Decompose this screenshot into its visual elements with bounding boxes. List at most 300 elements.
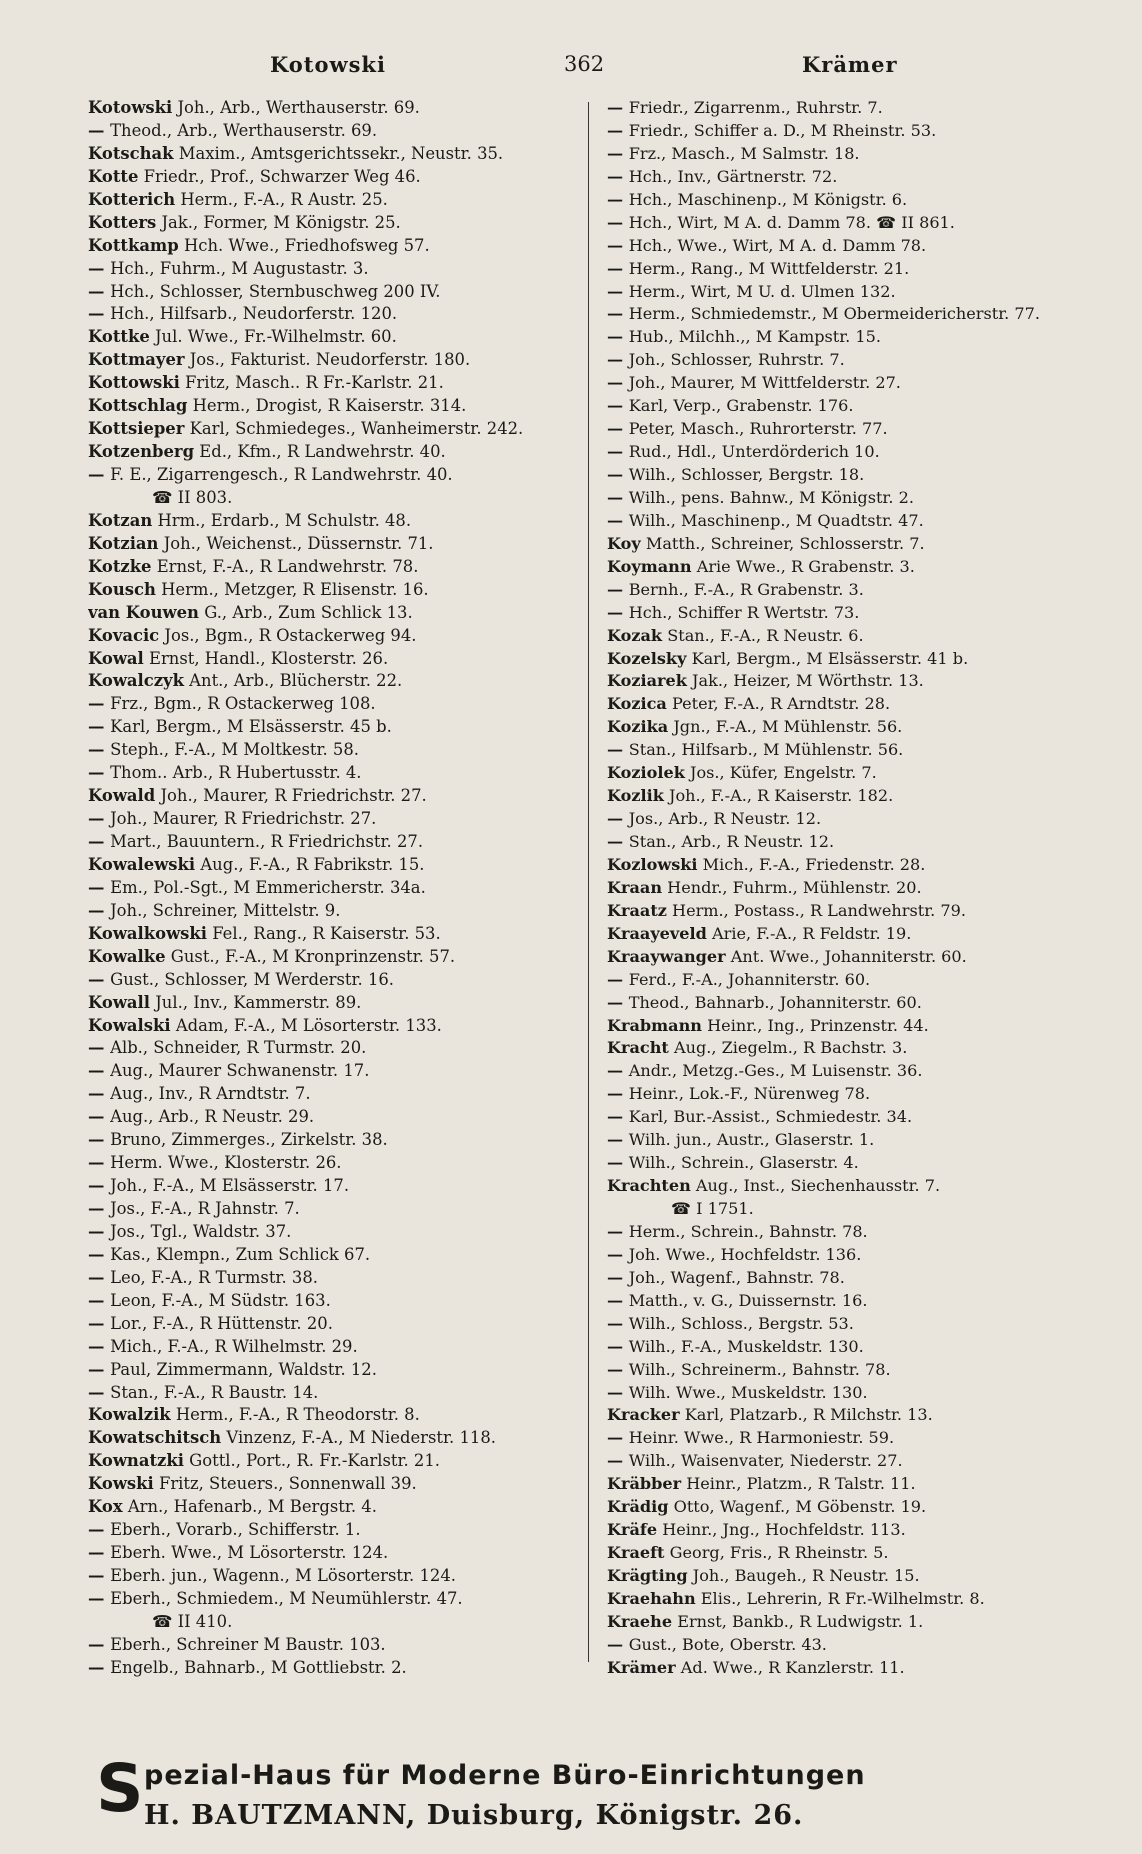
directory-entry (607, 303, 1121, 326)
entry-details: Joh., Wagenf., Bahnstr. 78. (628, 1267, 845, 1287)
entry-surname: Kraeft (607, 1543, 665, 1563)
entry-details: Eberh., Schreiner M Baustr. 103. (110, 1634, 386, 1654)
entry-details: Aug., Ziegelm., R Bachstr. 3. (673, 1038, 908, 1058)
entry-details: Hendr., Fuhrm., Mühlenstr. 20. (667, 877, 922, 897)
entry-details: Mich., F.-A., Friedenstr. 28. (702, 854, 926, 874)
entry-surname: — (607, 510, 629, 530)
entry-surname: Kowalzik (88, 1405, 171, 1425)
directory-entry (88, 97, 582, 120)
entry-details: Steph., F.-A., M Moltkestr. 58. (110, 740, 359, 760)
directory-entry (607, 1382, 1121, 1405)
entry-surname: — (607, 350, 629, 370)
entry-details: Joh., Schlosser, Ruhrstr. 7. (628, 350, 845, 370)
entry-details: Heinr., Platzm., R Talstr. 11. (686, 1474, 916, 1494)
entry-details: Hch., Schlosser, Sternbuschweg 200 IV. (110, 281, 441, 301)
directory-entry (607, 1634, 1121, 1657)
directory-entry (607, 1588, 1121, 1611)
entry-details: Jos., Fakturist. Neudorferstr. 180. (189, 350, 471, 370)
entry-surname: — (88, 1244, 111, 1264)
entry-surname: — (607, 740, 629, 760)
page-header (0, 52, 1142, 86)
entry-details: Frz., Bgm., R Ostackerweg 108. (110, 694, 376, 714)
directory-entry (88, 762, 582, 785)
entry-details: Andr., Metzg.-Ges., M Luisenstr. 36. (628, 1061, 923, 1081)
entry-details: Arn., Hafenarb., M Bergstr. 4. (127, 1497, 377, 1517)
entry-details: Heinr., Ing., Prinzenstr. 44. (707, 1015, 929, 1035)
entry-surname: Kox (88, 1497, 123, 1517)
directory-entry (88, 923, 582, 946)
directory-entry (607, 1175, 1121, 1198)
entry-surname: — (88, 1153, 111, 1173)
entry-details: Hch., Fuhrm., M Augustastr. 3. (110, 258, 369, 278)
directory-entry (88, 969, 582, 992)
entry-surname: Kraatz (607, 900, 667, 920)
directory-entry (607, 349, 1121, 372)
entry-details: Adam, F.-A., M Lösorterstr. 133. (175, 1015, 442, 1035)
directory-entry (88, 464, 582, 487)
entry-details: Jos., Tgl., Waldstr. 37. (110, 1221, 292, 1241)
entry-surname: — (607, 327, 629, 347)
entry-details: Hch., Maschinenp., M Königstr. 6. (628, 189, 908, 209)
directory-entry (88, 579, 582, 602)
entry-details: ☎ I 1751. (671, 1199, 754, 1218)
entry-details: Jos., F.-A., R Jahnstr. 7. (110, 1199, 300, 1218)
entry-details: Joh., Maurer, R Friedrichstr. 27. (160, 786, 427, 806)
entry-surname: — (88, 1038, 111, 1058)
entry-details: Arie, F.-A., R Feldstr. 19. (712, 923, 912, 943)
directory-entry (607, 120, 1121, 143)
entry-details: Joh., Baugeh., R Neustr. 15. (692, 1566, 920, 1585)
directory-entry (607, 923, 1121, 946)
directory-entry (88, 281, 582, 304)
entry-details: Paul, Zimmermann, Waldstr. 12. (110, 1359, 377, 1379)
entry-details: Hch., Inv., Gärtnerstr. 72. (628, 166, 838, 186)
entry-surname: Kotzke (88, 556, 152, 576)
entry-surname: — (88, 1634, 111, 1654)
directory-entry (607, 670, 1121, 693)
entry-surname: — (607, 1244, 629, 1264)
directory-entry (88, 1542, 582, 1565)
entry-surname: — (88, 1267, 111, 1287)
header-right-keyword: Krämer (802, 52, 898, 77)
directory-entry (607, 441, 1121, 464)
entry-details: Eberh. Wwe., M Lösorterstr. 124. (110, 1543, 389, 1563)
entry-surname: — (88, 1336, 111, 1356)
entry-surname: — (607, 212, 629, 232)
entry-surname: — (607, 1084, 629, 1104)
directory-entry (607, 785, 1121, 808)
directory-entry (607, 1359, 1121, 1382)
directory-entry (607, 1083, 1121, 1106)
directory-entry (607, 1336, 1121, 1359)
entry-details: Hch., Schiffer R Wertstr. 73. (628, 602, 860, 622)
entry-surname: — (607, 487, 629, 507)
entry-surname: — (607, 1359, 629, 1379)
entry-details: ☎ II 803. (152, 487, 233, 507)
entry-details: Eberh., Schmiedem., M Neumühlerstr. 47. (110, 1588, 463, 1608)
entry-surname: — (88, 465, 111, 484)
entry-details: Frz., Masch., M Salmstr. 18. (628, 143, 860, 163)
entry-surname: Kraayeveld (607, 923, 707, 943)
entry-details: Karl, Bergm., M Elsässerstr. 41 b. (691, 648, 969, 668)
entry-details: Jos., Bgm., R Ostackerweg 94. (164, 625, 417, 645)
entry-details: Rud., Hdl., Unterdörderich 10. (628, 442, 880, 462)
directory-entry (88, 1473, 582, 1496)
entry-details: Eberh. jun., Wagenn., M Lösorterstr. 124. (110, 1566, 456, 1585)
directory-entry (607, 1290, 1121, 1313)
directory-entry (607, 418, 1121, 441)
entry-surname: — (88, 694, 111, 714)
entry-details: Karl, Bergm., M Elsässerstr. 45 b. (110, 717, 392, 737)
entry-surname: Kotowski (88, 98, 173, 117)
directory-entry (607, 166, 1121, 189)
entry-details: Hub., Milchh.,, M Kampstr. 15. (628, 327, 881, 347)
entry-details: Em., Pol.-Sgt., M Emmericherstr. 34a. (110, 877, 426, 897)
directory-entry (607, 946, 1121, 969)
directory-entry (607, 739, 1121, 762)
directory-entry (88, 372, 582, 395)
entry-details: ☎ II 410. (152, 1611, 233, 1631)
directory-entry (607, 1657, 1121, 1680)
entry-details: Leon, F.-A., M Südstr. 163. (110, 1290, 331, 1310)
entry-surname: Kotzan (88, 510, 153, 530)
entry-surname: Kottkamp (88, 235, 179, 255)
directory-entry (607, 1473, 1121, 1496)
directory-entry (88, 1427, 582, 1450)
entry-details: Stan., F.-A., R Neustr. 6. (667, 625, 864, 645)
entry-surname: Kowatschitsch (88, 1428, 222, 1448)
entry-surname: — (88, 1290, 111, 1310)
entry-details: F. E., Zigarrengesch., R Landwehrstr. 40. (110, 465, 453, 484)
entry-details: Jos., Arb., R Neustr. 12. (628, 809, 822, 829)
directory-entry (607, 992, 1121, 1015)
entry-details: Elis., Lehrerin, R Fr.-Wilhelmstr. 8. (700, 1588, 985, 1608)
entry-surname: — (88, 281, 111, 301)
directory-entry (88, 992, 582, 1015)
directory-entry (607, 854, 1121, 877)
entry-details: Wilh., Waisenvater, Niederstr. 27. (628, 1451, 903, 1471)
directory-entry (88, 1175, 582, 1198)
entry-details: Thom.. Arb., R Hubertusstr. 4. (110, 763, 362, 783)
directory-entry (88, 1106, 582, 1129)
entry-surname: — (607, 235, 629, 255)
entry-surname: — (607, 465, 629, 484)
entry-details: Peter, Masch., Ruhrorterstr. 77. (628, 419, 888, 439)
entry-surname: — (607, 1061, 629, 1081)
directory-entry (88, 602, 582, 625)
directory-entry (88, 166, 582, 189)
entry-surname: — (607, 579, 629, 599)
directory-entry (88, 831, 582, 854)
entry-surname: — (88, 1130, 111, 1150)
entry-surname: Kozelsky (607, 648, 687, 668)
directory-entry (88, 808, 582, 831)
entry-surname: Kotterich (88, 189, 176, 209)
directory-entry (88, 1588, 582, 1611)
entry-surname: — (607, 98, 629, 117)
entry-details: Engelb., Bahnarb., M Gottliebstr. 2. (110, 1657, 407, 1677)
directory-entry (88, 326, 582, 349)
entry-surname: Kräfe (607, 1520, 658, 1540)
directory-entry (88, 1267, 582, 1290)
directory-entry (607, 625, 1121, 648)
entry-surname: — (88, 1084, 111, 1104)
directory-entry (607, 281, 1121, 304)
directory-entry (607, 533, 1121, 556)
left-column (88, 97, 582, 1680)
directory-entry (607, 1313, 1121, 1336)
entry-surname: — (607, 120, 629, 140)
directory-entry (88, 1634, 582, 1657)
entry-details: G., Arb., Zum Schlick 13. (204, 602, 413, 622)
directory-entry (607, 1267, 1121, 1290)
entry-details: Joh., Schreiner, Mittelstr. 9. (110, 900, 341, 920)
entry-surname: Krabmann (607, 1015, 703, 1035)
entry-surname: — (607, 1267, 629, 1287)
entry-surname: Koziolek (607, 763, 685, 783)
entry-details: Jul., Inv., Kammerstr. 89. (155, 992, 362, 1012)
entry-surname: Krachten (607, 1176, 691, 1196)
directory-entry (607, 1106, 1121, 1129)
entry-surname: — (88, 1313, 111, 1333)
directory-entry (607, 1015, 1121, 1038)
directory-entry (607, 1519, 1121, 1542)
entry-details: Aug., Inst., Siechenhausstr. 7. (695, 1176, 941, 1196)
directory-entry (607, 602, 1121, 625)
directory-entry (88, 487, 582, 510)
directory-entry (607, 1565, 1121, 1588)
entry-details: Theod., Bahnarb., Johanniterstr. 60. (628, 992, 922, 1012)
directory-entry (88, 1060, 582, 1083)
entry-details: Jul. Wwe., Fr.-Wilhelmstr. 60. (154, 327, 397, 347)
directory-entry (88, 1290, 582, 1313)
directory-entry (607, 258, 1121, 281)
entry-details: Aug., Maurer Schwanenstr. 17. (110, 1061, 370, 1081)
entry-surname: Kracker (607, 1405, 680, 1425)
right-column (607, 97, 1121, 1680)
entry-surname: Kotte (88, 166, 139, 186)
directory-entry (88, 120, 582, 143)
directory-entry (607, 326, 1121, 349)
page-number: 362 (564, 52, 605, 76)
entry-surname: — (607, 1107, 629, 1127)
advert-line-2: H. BAUTZMANN, Duisburg, Königstr. 26. (144, 1800, 804, 1831)
entry-surname: — (88, 1359, 111, 1379)
entry-details: Wilh. jun., Austr., Glaserstr. 1. (628, 1130, 875, 1150)
directory-entry (88, 1083, 582, 1106)
entry-details: Alb., Schneider, R Turmstr. 20. (110, 1038, 367, 1058)
entry-details: Ferd., F.-A., Johanniterstr. 60. (628, 969, 871, 989)
entry-details: Jak., Heizer, M Wörthstr. 13. (692, 671, 924, 691)
entry-details: Karl, Verp., Grabenstr. 176. (628, 396, 854, 416)
entry-details: Matth., Schreiner, Schlosserstr. 7. (645, 533, 925, 553)
directory-entry (88, 1404, 582, 1427)
directory-entry (88, 212, 582, 235)
directory-entry (88, 1519, 582, 1542)
entry-details: Otto, Wagenf., M Göbenstr. 19. (673, 1497, 927, 1517)
entry-details: Gottl., Port., R. Fr.-Karlstr. 21. (189, 1451, 440, 1471)
directory-entry (88, 1657, 582, 1680)
directory-entry (607, 1404, 1121, 1427)
entry-details: Eberh., Vorarb., Schifferstr. 1. (110, 1520, 361, 1540)
entry-details: Leo, F.-A., R Turmstr. 38. (110, 1267, 318, 1287)
directory-entry (607, 235, 1121, 258)
entry-details: Gust., Bote, Oberstr. 43. (628, 1634, 827, 1654)
directory-entry (88, 1565, 582, 1588)
directory-entry (88, 395, 582, 418)
directory-entry (607, 1221, 1121, 1244)
directory-entry (607, 1060, 1121, 1083)
directory-entry (88, 739, 582, 762)
entry-details: Karl, Schmiedeges., Wanheimerstr. 242. (189, 419, 524, 439)
entry-details: Gust., F.-A., M Kronprinzenstr. 57. (170, 946, 456, 966)
entry-details: Herm., Postass., R Landwehrstr. 79. (672, 900, 966, 920)
entry-surname: — (88, 1657, 111, 1677)
entry-surname: Kraehe (607, 1611, 673, 1631)
entry-surname: — (607, 1634, 629, 1654)
entry-details: Fritz, Steuers., Sonnenwall 39. (158, 1474, 417, 1494)
entry-details: Stan., Hilfsarb., M Mühlenstr. 56. (628, 740, 904, 760)
entry-surname: — (88, 763, 111, 783)
entry-surname: — (607, 166, 629, 186)
entry-details: Heinr., Lok.-F., Nürenweg 78. (628, 1084, 871, 1104)
entry-details: Joh., Arb., Werthauserstr. 69. (177, 98, 420, 117)
entry-surname: Kowalkowski (88, 923, 207, 943)
directory-entry (88, 1244, 582, 1267)
directory-entry (607, 1542, 1121, 1565)
entry-surname: — (88, 877, 111, 897)
directory-entry (88, 785, 582, 808)
directory-entry (88, 1037, 582, 1060)
entry-details: Jgn., F.-A., M Mühlenstr. 56. (673, 717, 903, 737)
entry-surname: Kraehahn (607, 1588, 696, 1608)
directory-entry (88, 1359, 582, 1382)
directory-entry (607, 1152, 1121, 1175)
entry-surname: Kraan (607, 877, 663, 897)
directory-entry (88, 1611, 582, 1634)
entry-details: Ad. Wwe., R Kanzlerstr. 11. (680, 1657, 905, 1677)
entry-surname: Kowalski (88, 1015, 171, 1035)
entry-surname: — (88, 740, 111, 760)
entry-details: Hrm., Erdarb., M Schulstr. 48. (157, 510, 412, 530)
directory-entry (88, 625, 582, 648)
directory-entry (88, 1496, 582, 1519)
entry-surname: — (88, 258, 111, 278)
entry-details: Karl, Platzarb., R Milchstr. 13. (684, 1405, 933, 1425)
entry-details: Joh., Maurer, M Wittfelderstr. 27. (628, 373, 901, 393)
entry-details: Joh. Wwe., Hochfeldstr. 136. (628, 1244, 862, 1264)
directory-entry (88, 510, 582, 533)
directory-entry (88, 946, 582, 969)
entry-details: Aug., F.-A., R Fabrikstr. 15. (200, 854, 425, 874)
entry-surname: — (607, 189, 629, 209)
entry-surname: Kozlik (607, 786, 664, 806)
entry-details: Herm., Wirt, M U. d. Ulmen 132. (628, 281, 896, 301)
directory-entry (607, 969, 1121, 992)
directory-entry (607, 212, 1121, 235)
entry-details: Herm., F.-A., R Austr. 25. (180, 189, 388, 209)
column-divider (588, 102, 589, 1662)
entry-surname: Kotschak (88, 143, 174, 163)
entry-details: Theod., Arb., Werthauserstr. 69. (110, 120, 378, 140)
entry-surname: Krämer (607, 1657, 676, 1677)
entry-surname: Kotzian (88, 533, 159, 553)
entry-surname: — (88, 1199, 111, 1218)
entry-details: Joh., F.-A., R Kaiserstr. 182. (669, 786, 894, 806)
entry-details: Joh., Maurer, R Friedrichstr. 27. (110, 809, 377, 829)
directory-entry (88, 877, 582, 900)
entry-surname: Kottke (88, 327, 150, 347)
entry-surname: — (607, 1221, 629, 1241)
entry-details: Georg, Fris., R Rheinstr. 5. (669, 1543, 889, 1563)
directory-entry (607, 487, 1121, 510)
entry-details: Stan., F.-A., R Baustr. 14. (110, 1382, 319, 1402)
directory-entry (88, 648, 582, 671)
entry-surname: — (607, 419, 629, 439)
directory-entry (607, 900, 1121, 923)
entry-details: Friedr., Schiffer a. D., M Rheinstr. 53. (628, 120, 937, 140)
entry-surname: — (88, 304, 111, 324)
entry-surname: Kowall (88, 992, 151, 1012)
directory-entry (607, 808, 1121, 831)
directory-entry (607, 648, 1121, 671)
directory-entry (607, 1496, 1121, 1519)
directory-entry (607, 372, 1121, 395)
entry-surname: Kowal (88, 648, 144, 668)
directory-entry (607, 1611, 1121, 1634)
entry-surname: Koymann (607, 556, 692, 576)
directory-entry (88, 533, 582, 556)
entry-details: Aug., Inv., R Arndtstr. 7. (110, 1084, 311, 1104)
entry-details: Lor., F.-A., R Hüttenstr. 20. (110, 1313, 333, 1333)
entry-details: Ant., Arb., Blücherstr. 22. (189, 671, 403, 691)
entry-surname: Kozika (607, 717, 669, 737)
directory-entry (607, 1037, 1121, 1060)
directory-entry (88, 1382, 582, 1405)
directory-entry (607, 395, 1121, 418)
entry-details: Friedr., Prof., Schwarzer Weg 46. (143, 166, 421, 186)
entry-details: Joh., F.-A., M Elsässerstr. 17. (110, 1176, 350, 1196)
directory-entry (88, 189, 582, 212)
entry-details: Ernst, Handl., Klosterstr. 26. (149, 648, 389, 668)
entry-details: Hch., Wwe., Wirt, M A. d. Damm 78. (628, 235, 927, 255)
entry-surname: — (607, 1153, 629, 1173)
entry-details: Heinr. Wwe., R Harmoniestr. 59. (628, 1428, 895, 1448)
entry-surname: Kowalewski (88, 854, 196, 874)
directory-entry (607, 1450, 1121, 1473)
directory-entry (88, 854, 582, 877)
directory-entry (607, 189, 1121, 212)
entry-surname: Kottsieper (88, 419, 185, 439)
entry-surname: — (88, 1107, 111, 1127)
directory-entry (607, 1244, 1121, 1267)
header-left-keyword: Kotowski (270, 52, 386, 77)
entry-details: Herm. Wwe., Klosterstr. 26. (110, 1153, 342, 1173)
entry-details: Ant. Wwe., Johanniterstr. 60. (730, 946, 967, 966)
entry-surname: — (88, 120, 111, 140)
directory-entry (88, 556, 582, 579)
directory-entry (607, 143, 1121, 166)
directory-entry (88, 303, 582, 326)
entry-surname: — (88, 1520, 111, 1540)
directory-entry (607, 464, 1121, 487)
entry-details: Fel., Rang., R Kaiserstr. 53. (212, 923, 441, 943)
directory-entry (607, 579, 1121, 602)
directory-entry (88, 900, 582, 923)
entry-details: Maxim., Amtsgerichtssekr., Neustr. 35. (178, 143, 504, 163)
entry-surname: van Kouwen (88, 602, 199, 622)
entry-surname: Kowski (88, 1474, 154, 1494)
